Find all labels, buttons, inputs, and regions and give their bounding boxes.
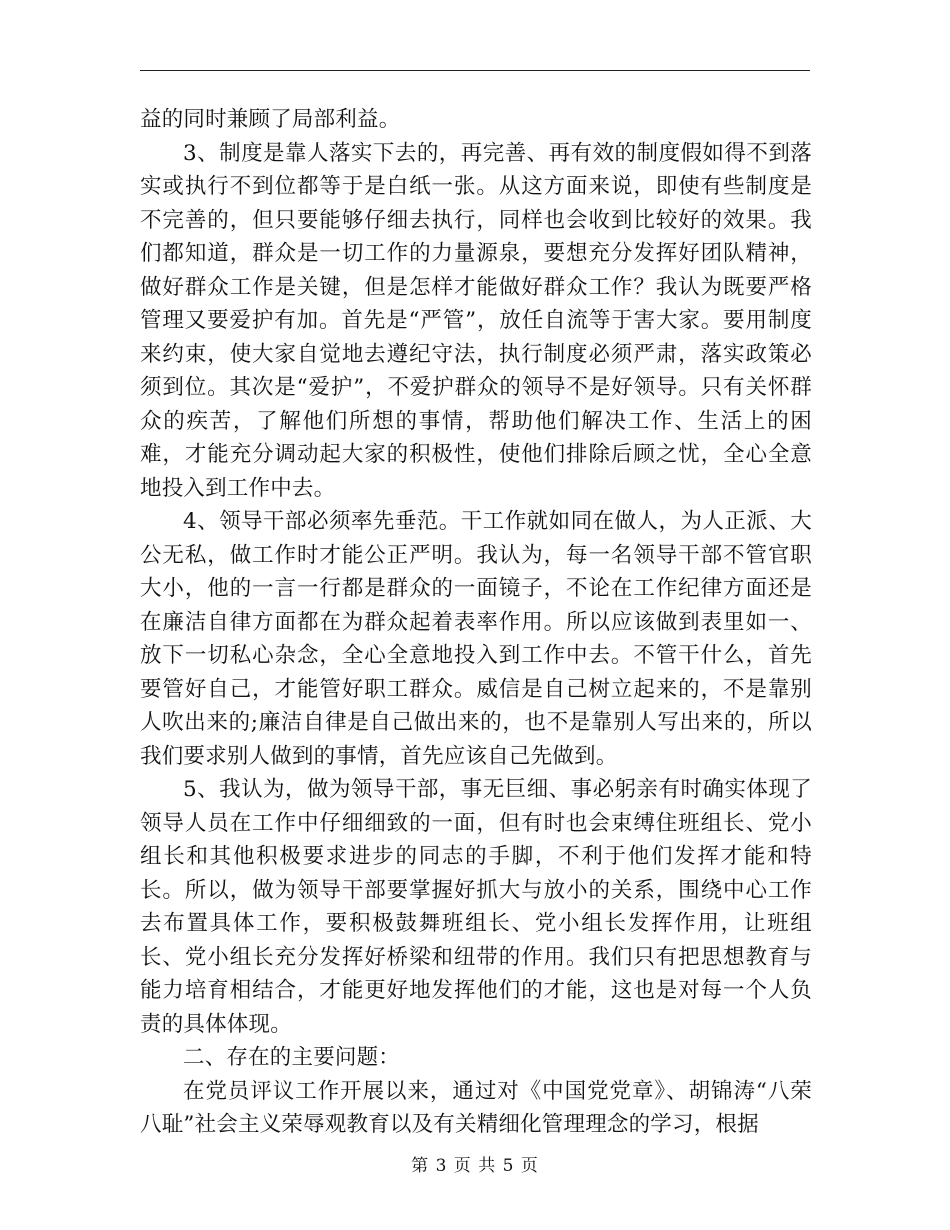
paragraph-item-3: 3、制度是靠人落实下去的，再完善、再有效的制度假如得不到落实或执行不到位都等于是白纸一张。从这方面来说，即使有些制度是不完善的，但只要能够仔细去执行，同样也会收到比较好的效果。我们都知道，群众是一切工作的力量源泉，要想充分发挥好团队精神，做好群众工作是关键，但是怎样才能做好群众工作？我认为既要严格管理又要爱护有加。首先是“严管”，放任自流等于害大家。要用制度来约束，使大家自觉地去遵纪守法，执行制度必须严肃，落实政策必须到位。其次是“爱护”，不爱护群众的领导不是好领导。只有关怀群众的疾苦，了解他们所想的事情，帮助他们解决工作、生活上的困难，才能充分调动起大家的积极性，使他们排除后顾之忧，全心全意地投入到工作中去。 xyxy=(140,140,812,501)
footer-page-number: 3 xyxy=(435,1156,448,1176)
paragraph-item-5: 5、我认为，做为领导干部，事无巨细、事必躬亲有时确实体现了领导人员在工作中仔细细致的一面，但有时也会束缚住班组长、党小组长和其他积极要求进步的同志的手脚，不利于他们发挥才能和特长。所以，做为领导干部要掌握好抓大与放小的关系，围绕中心工作去布置具体工作，要积极鼓舞班组长、党小组长发挥作用，让班组长、党小组长充分发挥好桥梁和纽带的作用。我们只有把思想教育与能力培育相结合，才能更好地发挥他们的才能，这也是对每一个人负责的具体体现。 xyxy=(140,777,812,1037)
footer-total-pages: 5 xyxy=(502,1156,515,1176)
section-heading-main-problems: 二、存在的主要问题： xyxy=(183,1045,401,1070)
footer-middle: 页 共 xyxy=(453,1156,497,1176)
footer-suffix: 页 xyxy=(520,1156,539,1176)
paragraph-item-4: 4、领导干部必须率先垂范。干工作就如同在做人，为人正派、大公无私，做工作时才能公正严明。我认为，每一名领导干部不管官职大小，他的一言一行都是群众的一面镜子，不论在工作纪律方面还是在廉洁自律方面都在为群众起着表率作用。所以应该做到表里如一、放下一切私心杂念，全心全意地投入到工作中去。不管干什么，首先要管好自己，才能管好职工群众。威信是自己树立起来的，不是靠别人吹出来的;廉洁自律是自己做出来的，也不是靠别人写出来的，所以我们要求别人做到的事情，首先应该自己先做到。 xyxy=(140,509,812,769)
page-footer xyxy=(0,1155,950,1177)
paragraph-problems-intro: 在党员评议工作开展以来，通过对《中国党党章》、胡锦涛“八荣八耻”社会主义荣辱观教育以及有关精细化管理理念的学习，根据 xyxy=(140,1078,812,1137)
footer-prefix: 第 xyxy=(411,1156,430,1176)
document-body xyxy=(140,103,812,1142)
paragraph-continuation: 益的同时兼顾了局部利益。 xyxy=(140,107,401,132)
header-rule xyxy=(140,70,810,71)
